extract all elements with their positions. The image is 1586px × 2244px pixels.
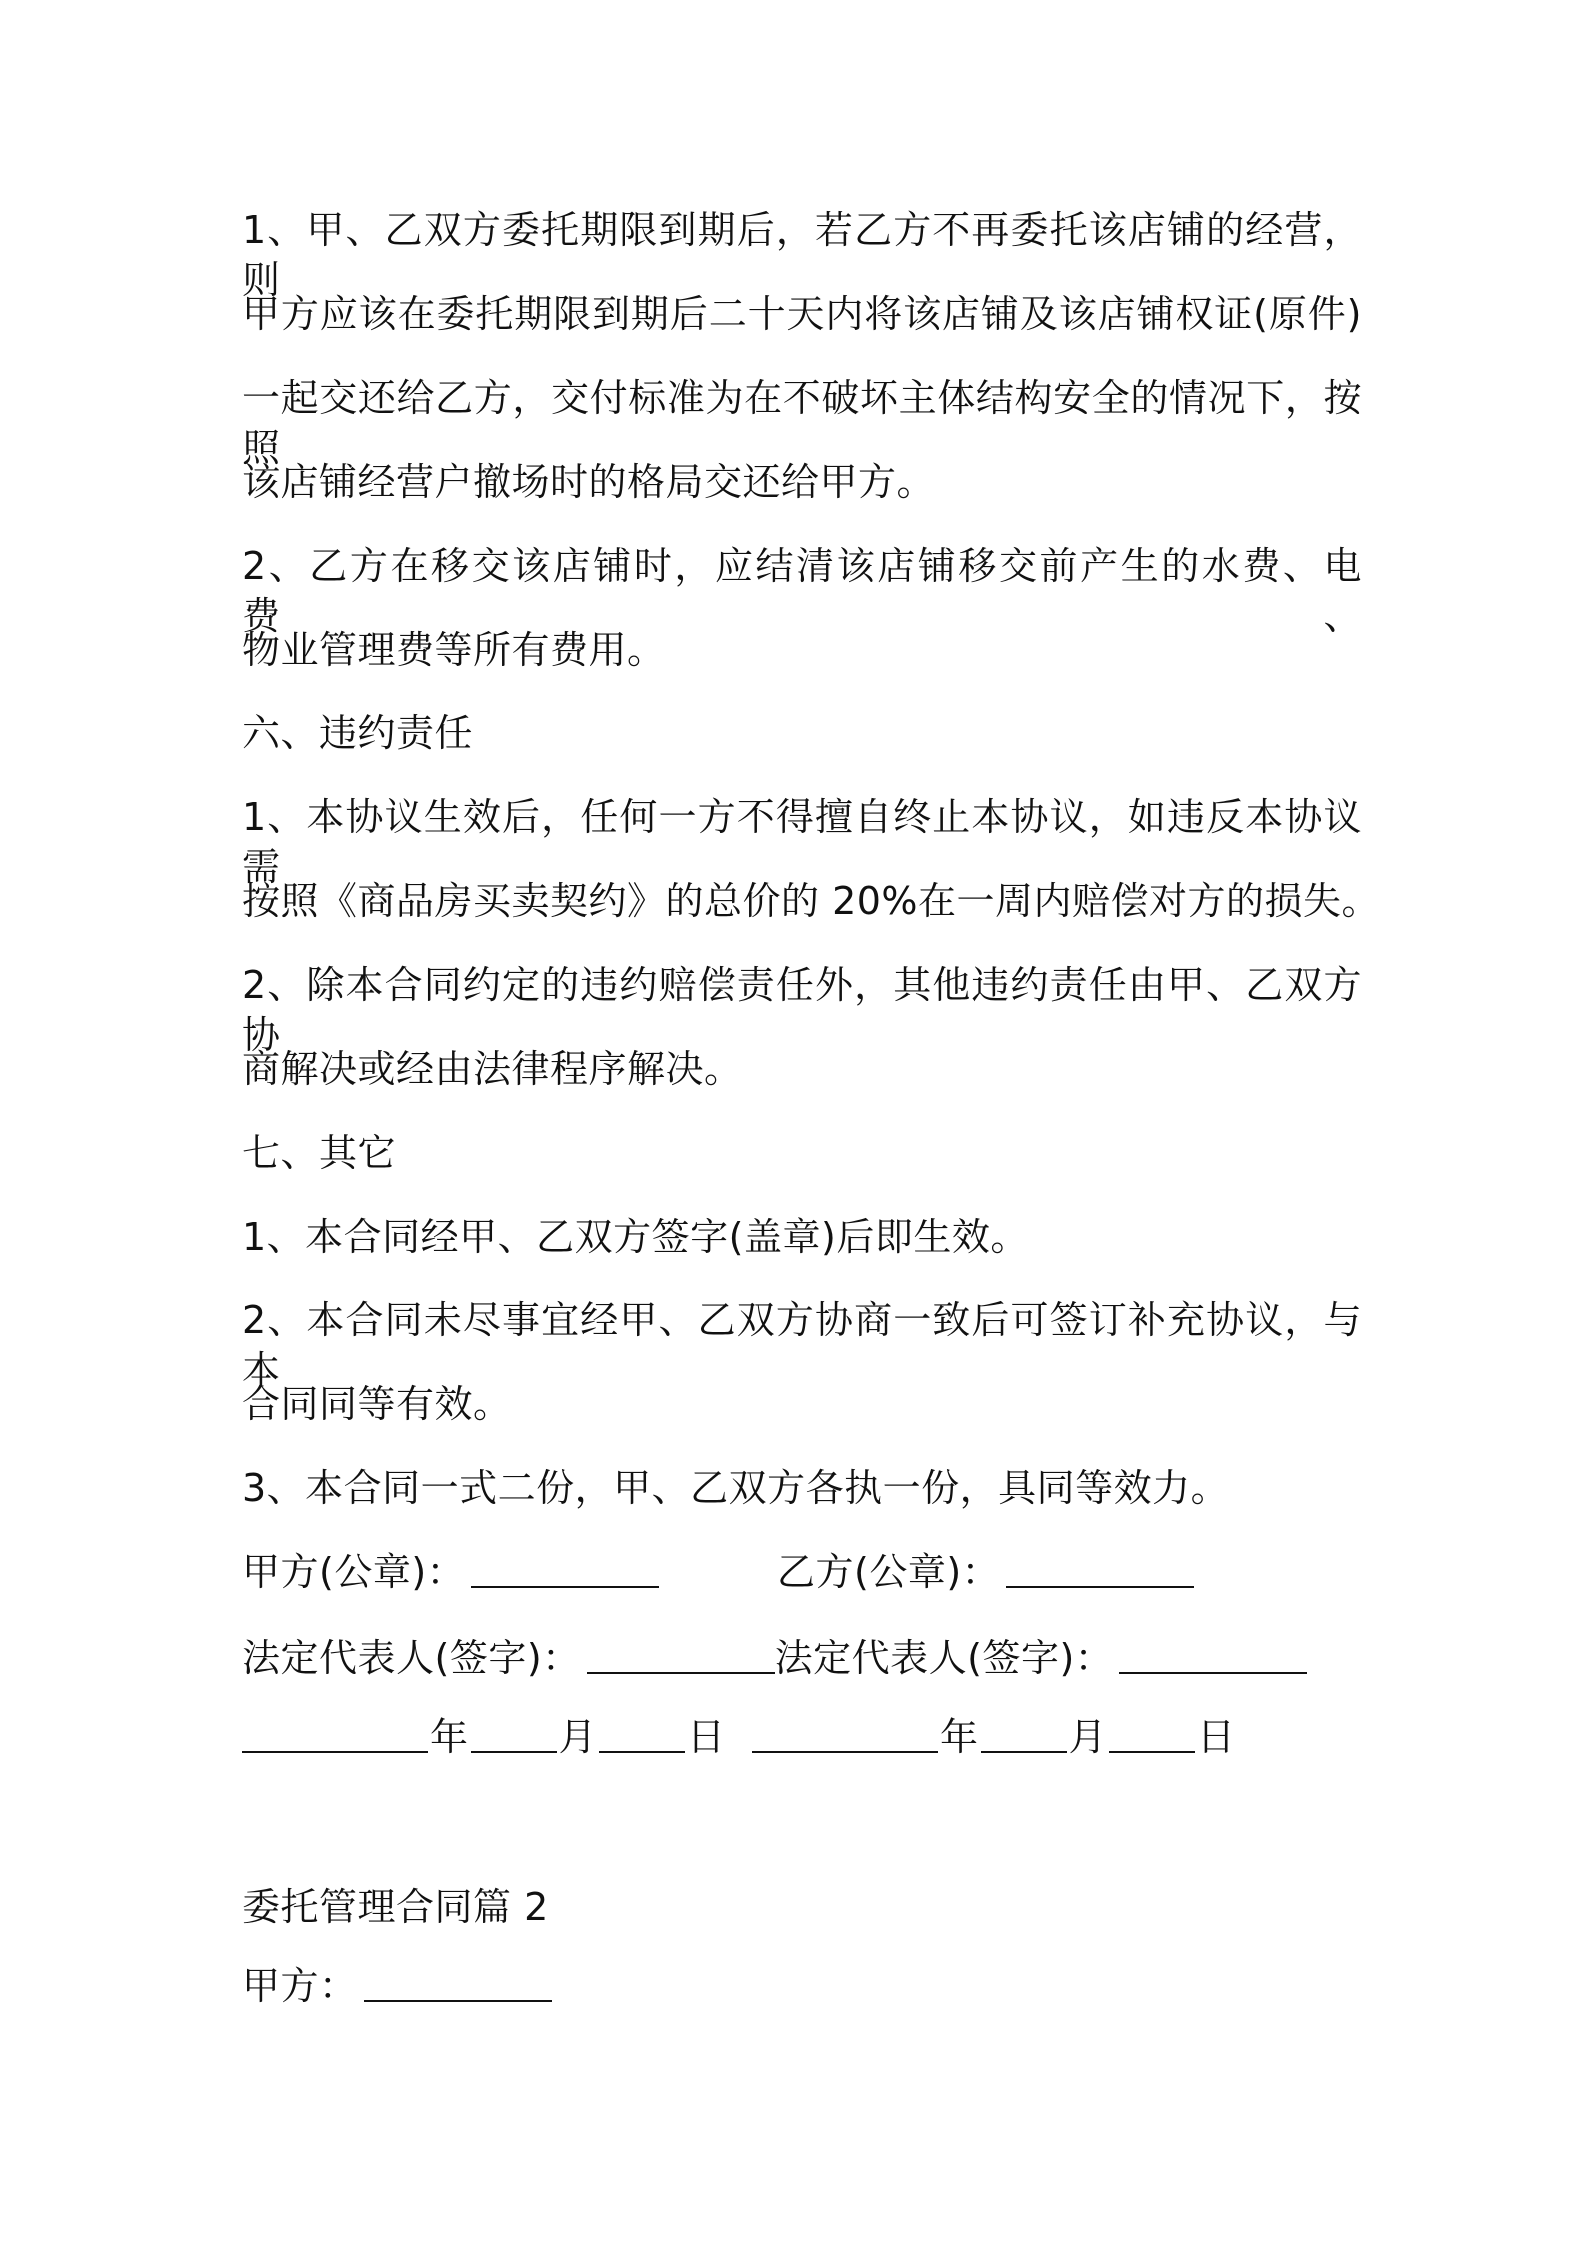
party-a-seal-label: 甲方(公章)：: [242, 1550, 466, 1594]
date-b-day-label: 日: [1197, 1715, 1236, 1759]
paragraph-line: 该店铺经营户撤场时的格局交还给甲方。: [242, 460, 936, 504]
signature-row-seal: [242, 1547, 1362, 1597]
paragraph-line: 合同同等有效。: [242, 1382, 512, 1426]
legal-rep-a-blank: [587, 1642, 775, 1674]
signature-row-date: [242, 1712, 1362, 1762]
date-b-month-blank: [981, 1721, 1067, 1753]
paragraph-line: 按照《商品房买卖契约》的总价的 20%在一周内赔偿对方的损失。: [242, 879, 1381, 923]
next-party-a-row: [242, 1961, 1362, 2011]
paragraph-line: 2、乙方在移交该店铺时，应结清该店铺移交前产生的水费、电费、: [242, 544, 1362, 638]
legal-rep-b-label: 法定代表人(签字)：: [774, 1636, 1114, 1680]
paragraph-line: 一起交还给乙方，交付标准为在不破坏主体结构安全的情况下，按照: [242, 376, 1362, 470]
next-party-a-blank: [364, 1970, 552, 2002]
date-b-day-blank: [1109, 1721, 1195, 1753]
date-a-day-label: 日: [687, 1715, 726, 1759]
date-b-year-blank: [752, 1721, 938, 1753]
party-b-seal-blank: [1006, 1556, 1194, 1588]
legal-rep-a-label: 法定代表人(签字)：: [242, 1636, 581, 1680]
date-b-year-label: 年: [940, 1715, 979, 1759]
paragraph-line: 1、甲、乙双方委托期限到期后，若乙方不再委托该店铺的经营，则: [242, 208, 1362, 302]
next-contract-title: 委托管理合同篇 2: [242, 1885, 549, 1929]
date-b-month-label: 月: [1068, 1715, 1108, 1759]
party-a-seal-blank: [471, 1556, 659, 1588]
section-heading: 七、其它: [242, 1131, 397, 1175]
signature-row-legal-rep: [242, 1633, 1362, 1683]
paragraph-line: 甲方应该在委托期限到期后二十天内将该店铺及该店铺权证(原件): [242, 292, 1362, 336]
date-a-day-blank: [599, 1721, 685, 1753]
date-a-year-blank: [242, 1721, 428, 1753]
paragraph-line: 物业管理费等所有费用。: [242, 628, 666, 672]
date-a-month-blank: [471, 1721, 557, 1753]
party-b-seal-label: 乙方(公章)：: [777, 1550, 1001, 1594]
legal-rep-b-blank: [1119, 1642, 1307, 1674]
date-a-year-label: 年: [430, 1715, 469, 1759]
paragraph-line: 1、本合同经甲、乙双方签字(盖章)后即生效。: [242, 1215, 1029, 1259]
section-heading: 六、违约责任: [242, 711, 474, 755]
paragraph-line: 2、除本合同约定的违约赔偿责任外，其他违约责任由甲、乙双方协: [242, 963, 1362, 1057]
paragraph-line: 商解决或经由法律程序解决。: [242, 1047, 743, 1091]
paragraph-line: 2、本合同未尽事宜经甲、乙双方协商一致后可签订补充协议，与本: [242, 1298, 1362, 1392]
paragraph-line: 3、本合同一式二份，甲、乙双方各执一份，具同等效力。: [242, 1466, 1230, 1510]
date-a-month-label: 月: [558, 1715, 598, 1759]
next-party-a-label: 甲方：: [242, 1964, 358, 2008]
paragraph-line: 1、本协议生效后，任何一方不得擅自终止本协议，如违反本协议需: [242, 795, 1362, 889]
